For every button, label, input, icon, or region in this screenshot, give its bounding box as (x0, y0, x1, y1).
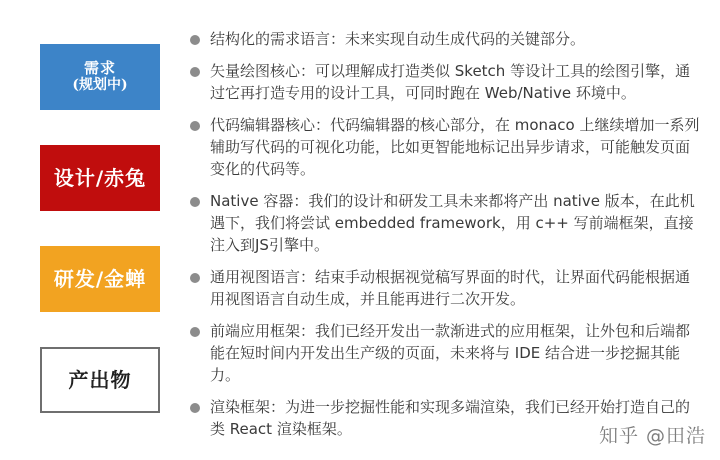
list-item-text: 通用视图语言：结束手动根据视觉稿写界面的时代，让界面代码能根据通用视图语言自动生成，并且能再进行二次开发。 (210, 268, 691, 308)
bullet-dot-icon (190, 197, 200, 207)
stage-box-requirements (40, 44, 160, 110)
list-item-text: Native 容器：我们的设计和研发工具未来都将产出 native 版本，在此机遇下，我们将尝试 embedded framework，用 c++ 写前端框架，直接注入到JS引擎中。 (210, 192, 695, 254)
stage-box-output (40, 347, 160, 413)
bullet-dot-icon (190, 327, 200, 337)
list-item (186, 266, 704, 310)
bullet-dot-icon (190, 35, 200, 45)
list-item (186, 28, 704, 50)
bullet-dot-icon (190, 403, 200, 413)
list-item-text: 结构化的需求语言：未来实现自动生成代码的关键部分。 (210, 30, 586, 48)
list-item-text: 矢量绘图核心：可以理解成打造类似 Sketch 等设计工具的绘图引擎，通过它再打造专用的设计工具，可同时跑在 Web/Native 环境中。 (210, 62, 691, 102)
stage-box-development (40, 246, 160, 312)
list-item (186, 190, 704, 256)
list-item-text: 渲染框架：为进一步挖掘性能和实现多端渲染，我们已经开始打造自己的类 React 渲染框架。 (210, 398, 691, 438)
stage-label: 研发/金蝉 (53, 267, 147, 291)
stage-sublabel: (规划中) (72, 77, 128, 93)
bullet-list (186, 20, 704, 440)
stage-box-design (40, 145, 160, 211)
list-item (186, 60, 704, 104)
bullet-dot-icon (190, 273, 200, 283)
watermark: 知乎 @田浩 (598, 425, 706, 447)
bullet-dot-icon (190, 67, 200, 77)
list-item (186, 114, 704, 180)
stage-label: 设计/赤兔 (53, 166, 147, 190)
stage-label: 需求 (83, 59, 116, 77)
stage-label: 产出物 (68, 368, 132, 392)
bullet-dot-icon (190, 121, 200, 131)
list-item (186, 320, 704, 386)
list-item-text: 前端应用框架：我们已经开发出一款渐进式的应用框架，让外包和后端都能在短时间内开发出生产级的页面，未来将与 IDE 结合进一步挖掘其能力。 (210, 322, 691, 384)
list-item-text: 代码编辑器核心：代码编辑器的核心部分，在 monaco 上继续增加一系列辅助写代码的可视化功能，比如更智能地标记出异步请求，可能触发页面变化的代码等。 (210, 116, 700, 178)
